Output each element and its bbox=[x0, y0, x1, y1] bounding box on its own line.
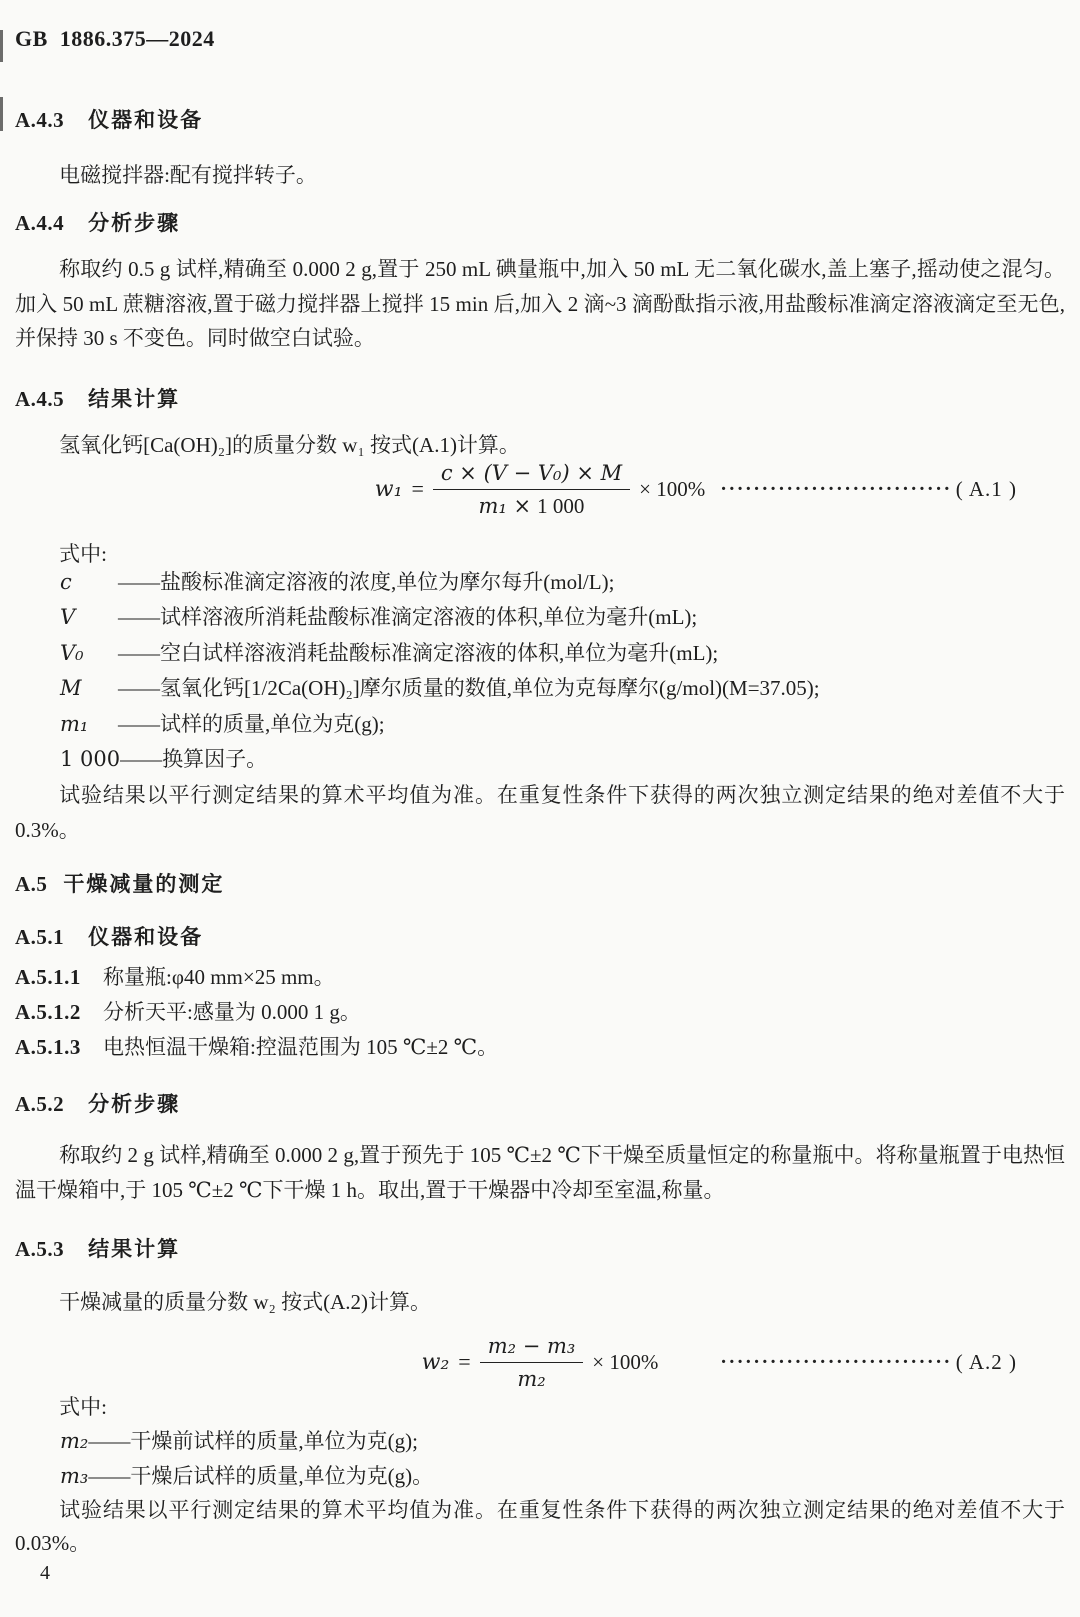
definition-row bbox=[60, 600, 1065, 635]
formula-a1 bbox=[15, 452, 1065, 526]
formula-a1-expression bbox=[375, 460, 705, 519]
heading-a443 bbox=[15, 104, 1065, 134]
note-a445: 试验结果以平行测定结果的算术平均值为准。在重复性条件下获得的两次独立测定结果的绝对差值不大于 0.3%。 bbox=[15, 783, 1065, 842]
definition-desc: ——试样溶液所消耗盐酸标准滴定溶液的体积,单位为毫升(mL); bbox=[118, 605, 698, 630]
fraction-denominator: m₂ bbox=[517, 1366, 546, 1391]
fraction bbox=[433, 460, 630, 519]
heading-title: 分析步骤 bbox=[88, 1093, 181, 1116]
item-number: A.5.1.2 bbox=[15, 1000, 81, 1024]
heading-a51 bbox=[15, 921, 1065, 951]
heading-a444 bbox=[15, 207, 1065, 237]
fraction bbox=[480, 1333, 584, 1392]
definition-desc: ——干燥后试样的质量,单位为克(g)。 bbox=[88, 1464, 434, 1489]
definition-row bbox=[60, 707, 1065, 742]
item-text: 称量瓶:φ40 mm×25 mm。 bbox=[103, 965, 335, 989]
formula-a2-lhs: w₂ bbox=[421, 1349, 450, 1375]
standard-number: 1886.375—2024 bbox=[59, 26, 215, 51]
heading-title: 结果计算 bbox=[88, 1238, 181, 1261]
definition-desc: ——盐酸标准滴定溶液的浓度,单位为摩尔每升(mol/L); bbox=[118, 570, 615, 594]
definition-term: m₃ bbox=[60, 1464, 89, 1489]
where-label-a1: 式中: bbox=[59, 542, 107, 566]
definition-list-a1 bbox=[15, 565, 1065, 777]
instrument-item bbox=[15, 1030, 1065, 1065]
heading-title: 结果计算 bbox=[88, 388, 181, 411]
equals-sign: = bbox=[458, 1349, 471, 1374]
heading-title: 仪器和设备 bbox=[88, 109, 204, 132]
formula-a2-multiplier: × 100% bbox=[592, 1349, 659, 1374]
fraction-denominator: m₁ × 1 000 bbox=[478, 493, 585, 518]
formula-a1-reference bbox=[720, 477, 1017, 502]
document-header bbox=[15, 26, 1065, 52]
heading-number: A.4.5 bbox=[15, 387, 65, 411]
instrument-item bbox=[15, 960, 1065, 995]
definition-desc: ——空白试样溶液消耗盐酸标准滴定溶液的体积,单位为毫升(mL); bbox=[118, 640, 719, 665]
heading-a5 bbox=[15, 868, 1065, 898]
formula-a1-multiplier: × 100% bbox=[639, 476, 706, 501]
heading-number: A.4.3 bbox=[15, 108, 65, 132]
standard-code: GB bbox=[15, 26, 48, 51]
formula-a2-expression bbox=[422, 1333, 659, 1392]
dotted-leader: ···························· bbox=[720, 477, 952, 500]
definition-row bbox=[60, 742, 1065, 777]
heading-number: A.5 bbox=[15, 872, 48, 896]
scan-edge-artifact bbox=[0, 30, 3, 62]
heading-title: 仪器和设备 bbox=[88, 926, 204, 949]
definition-term: 1 000 bbox=[60, 747, 121, 772]
formula-a1-label: ( A.1 ) bbox=[955, 476, 1017, 501]
heading-number: A.4.4 bbox=[15, 211, 65, 235]
definition-desc: ——氢氧化钙[1/2Ca(OH)₂]摩尔质量的数值,单位为克每摩尔(g/mol)(M=37.05); bbox=[118, 676, 820, 701]
definition-row bbox=[60, 565, 1065, 600]
definition-row bbox=[60, 636, 1065, 671]
formula-a1-lhs: w₁ bbox=[374, 476, 403, 502]
definition-term: m₁ bbox=[60, 711, 89, 736]
paragraph-a443: 电磁搅拌器:配有搅拌转子。 bbox=[59, 163, 317, 187]
fraction-numerator: c × (V − V₀) × M bbox=[433, 460, 630, 490]
definition-list-a2 bbox=[15, 1424, 1065, 1495]
definition-desc: ——试样的质量,单位为克(g); bbox=[118, 711, 385, 736]
heading-number: A.5.2 bbox=[15, 1092, 65, 1116]
scan-edge-artifact bbox=[0, 97, 3, 131]
formula-a2-label: ( A.2 ) bbox=[955, 1349, 1017, 1374]
note-a53: 试验结果以平行测定结果的算术平均值为准。在重复性条件下获得的两次独立测定结果的绝对差值不大于 0.03%。 bbox=[15, 1498, 1065, 1555]
dotted-leader: ···························· bbox=[720, 1350, 952, 1373]
heading-title: 干燥减量的测定 bbox=[63, 873, 225, 896]
formula-a2-reference bbox=[720, 1350, 1017, 1375]
definition-row bbox=[60, 671, 1065, 706]
definition-row bbox=[60, 1459, 1065, 1494]
paragraph-a444: 称取约 0.5 g 试样,精确至 0.000 2 g,置于 250 mL 碘量瓶中,加入 50 mL 无二氧化碳水,盖上塞子,摇动使之混匀。加入 50 mL 蔗糖溶液,置于磁力搅拌器上搅拌 15 min 后,加入 2 滴~3 滴酚酞指示液,用盐酸标准滴定溶液滴定至无色,并保持 30 s 不变色。同时做空白试验。 bbox=[15, 257, 1065, 351]
definition-desc: ——干燥前试样的质量,单位为克(g); bbox=[88, 1429, 418, 1453]
definition-row bbox=[60, 1424, 1065, 1459]
fraction-numerator: m₂ − m₃ bbox=[480, 1333, 584, 1363]
definition-desc: ——换算因子。 bbox=[120, 747, 268, 772]
page-number: 4 bbox=[40, 1562, 50, 1584]
definition-term: m₂ bbox=[60, 1429, 89, 1453]
item-text: 分析天平:感量为 0.000 1 g。 bbox=[103, 1000, 361, 1024]
paragraph-a52: 称取约 2 g 试样,精确至 0.000 2 g,置于预先于 105 ℃±2 ℃下干燥至质量恒定的称量瓶中。将称量瓶置于电热恒温干燥箱中,于 105 ℃±2 ℃下干燥 1 h。取出,置于干燥器中冷却至室温,称量。 bbox=[15, 1143, 1065, 1202]
definition-term: V₀ bbox=[60, 640, 84, 665]
item-text: 电热恒温干燥箱:控温范围为 105 ℃±2 ℃。 bbox=[103, 1035, 499, 1059]
definition-term: V bbox=[60, 605, 76, 630]
instrument-item bbox=[15, 995, 1065, 1030]
heading-a53 bbox=[15, 1233, 1065, 1263]
equals-sign: = bbox=[411, 476, 424, 501]
definition-term: c bbox=[60, 570, 72, 594]
formula-a1-intro: 氢氧化钙[Ca(OH)₂]的质量分数 w₁ 按式(A.1)计算。 bbox=[59, 433, 520, 457]
heading-a52 bbox=[15, 1088, 1065, 1118]
where-label-a2: 式中: bbox=[59, 1395, 107, 1419]
formula-a2 bbox=[15, 1325, 1065, 1399]
item-number: A.5.1.3 bbox=[15, 1035, 81, 1059]
definition-term: M bbox=[60, 676, 82, 701]
heading-number: A.5.3 bbox=[15, 1237, 65, 1261]
item-number: A.5.1.1 bbox=[15, 965, 81, 989]
heading-number: A.5.1 bbox=[15, 925, 65, 949]
heading-a445 bbox=[15, 383, 1065, 413]
heading-title: 分析步骤 bbox=[88, 212, 181, 235]
formula-a2-intro: 干燥减量的质量分数 w₂ 按式(A.2)计算。 bbox=[59, 1290, 431, 1314]
instrument-list bbox=[15, 960, 1065, 1065]
